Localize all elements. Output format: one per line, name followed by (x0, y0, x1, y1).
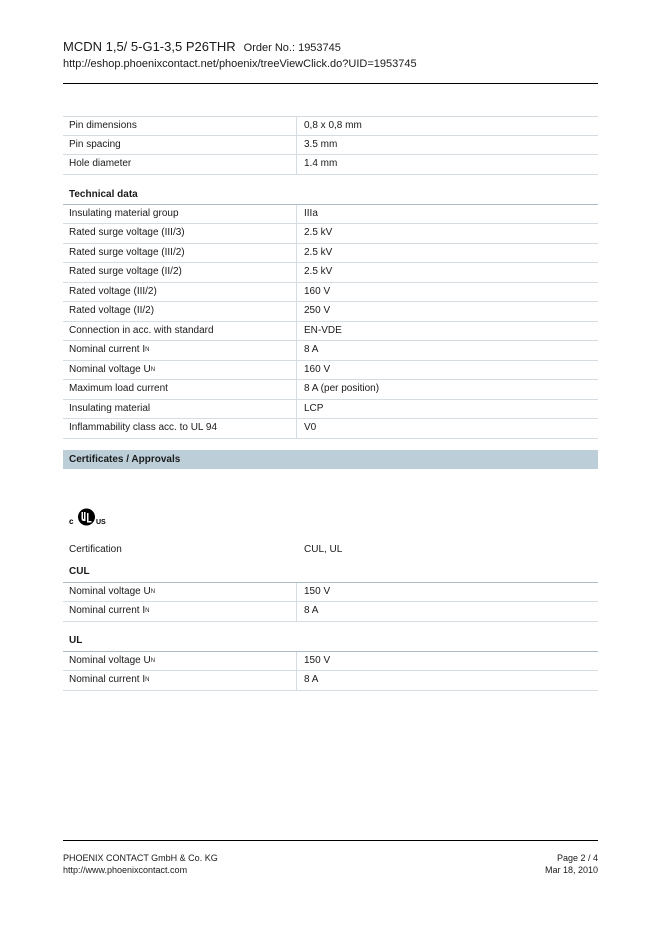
row-value: 150 V (304, 585, 331, 597)
table-row (63, 400, 598, 420)
label-text: Nominal current I (69, 605, 146, 617)
label-text: Nominal current I (69, 674, 146, 686)
table-row (63, 116, 598, 136)
table-row (63, 671, 598, 691)
ul-heading: UL (63, 622, 598, 652)
table-row (63, 224, 598, 244)
row-label: Pin dimensions (63, 117, 297, 135)
row-value: 8 A (per position) (304, 383, 380, 395)
row-value: 160 V (304, 363, 331, 375)
label-text: Nominal current I (69, 344, 146, 356)
table-row (63, 205, 598, 225)
label-subscript: N (150, 366, 156, 373)
row-label: Rated voltage (II/2) (63, 302, 297, 321)
row-value: 8 A (304, 605, 319, 617)
technical-data-table (63, 205, 598, 439)
table-row (63, 322, 598, 342)
header-rule (63, 83, 598, 84)
row-value: 0,8 x 0,8 mm (304, 119, 362, 131)
cul-table (63, 583, 598, 622)
table-row (63, 361, 598, 381)
row-value: LCP (304, 402, 324, 414)
table-row (63, 380, 598, 400)
row-label (63, 341, 297, 360)
datasheet-content (63, 116, 598, 691)
row-value: 160 V (304, 285, 331, 297)
certification-row (63, 540, 598, 560)
table-row (63, 155, 598, 175)
table-row (63, 302, 598, 322)
certification-label: Certification (69, 544, 122, 555)
row-value: 8 A (304, 344, 319, 356)
table-row (63, 602, 598, 622)
table-row (63, 283, 598, 303)
ul-certification-icon (69, 507, 115, 527)
row-label: Insulating material group (63, 205, 297, 224)
logo-us-mark: US (96, 518, 106, 526)
label-subscript: N (150, 588, 156, 595)
row-label (63, 361, 297, 380)
order-number: Order No.: 1953745 (243, 42, 341, 54)
row-value: 2.5 kV (304, 266, 333, 278)
label-subscript: N (145, 608, 150, 615)
technical-data-heading: Technical data (63, 175, 598, 205)
row-label: Inflammability class acc. to UL 94 (63, 419, 297, 438)
row-value: 250 V (304, 305, 331, 317)
row-label: Rated surge voltage (III/3) (63, 224, 297, 243)
row-label (63, 602, 297, 621)
table-row (63, 583, 598, 603)
row-value: IIIa (304, 207, 318, 219)
certificates-heading: Certificates / Approvals (63, 450, 598, 469)
table-row (63, 419, 598, 439)
print-date: Mar 18, 2010 (544, 865, 598, 875)
row-label: Pin spacing (63, 136, 297, 155)
row-value: V0 (304, 422, 317, 434)
table-row (63, 263, 598, 283)
label-text: Nominal voltage U (69, 585, 151, 597)
certification-value: CUL, UL (304, 544, 343, 555)
label-text: Nominal voltage U (69, 363, 151, 375)
label-subscript: N (150, 657, 156, 664)
footer-rule (63, 840, 598, 841)
row-label: Insulating material (63, 400, 297, 419)
row-label: Rated surge voltage (III/2) (63, 244, 297, 263)
row-value: 3.5 mm (304, 138, 338, 150)
product-title-line (63, 39, 598, 56)
ul-logo-area (63, 469, 598, 531)
row-label (63, 671, 297, 690)
row-value: 1.4 mm (304, 158, 338, 170)
row-value: 2.5 kV (304, 246, 333, 258)
dimensions-table (63, 116, 598, 175)
row-value: 8 A (304, 674, 319, 686)
footer-left (63, 852, 218, 876)
product-title: MCDN 1,5/ 5-G1-3,5 P26THR (63, 39, 236, 54)
row-label (63, 652, 297, 671)
row-label: Rated surge voltage (II/2) (63, 263, 297, 282)
row-value: EN-VDE (304, 324, 342, 336)
row-label (63, 583, 297, 602)
table-row (63, 341, 598, 361)
logo-c-mark: c (69, 516, 74, 526)
page-header (63, 39, 598, 71)
label-subscript: N (145, 677, 150, 684)
row-label: Rated voltage (III/2) (63, 283, 297, 302)
label-subscript: N (145, 347, 150, 354)
row-label: Hole diameter (63, 155, 297, 174)
row-value: 2.5 kV (304, 227, 333, 239)
company-website[interactable]: http://www.phoenixcontact.com (63, 865, 188, 875)
label-text: Nominal voltage U (69, 654, 151, 666)
table-row (63, 244, 598, 264)
row-value: 150 V (304, 654, 331, 666)
row-label: Maximum load current (63, 380, 297, 399)
company-name: PHOENIX CONTACT GmbH & Co. KG (63, 853, 218, 863)
footer-right (545, 852, 598, 876)
row-label: Connection in acc. with standard (63, 322, 297, 341)
cul-heading: CUL (63, 561, 598, 583)
page-number: Page 2 / 4 (556, 853, 598, 863)
ul-table (63, 652, 598, 691)
product-url[interactable]: http://eshop.phoenixcontact.net/phoenix/treeViewClick.do?UID=1953745 (63, 58, 417, 70)
table-row (63, 136, 598, 156)
table-row (63, 652, 598, 672)
